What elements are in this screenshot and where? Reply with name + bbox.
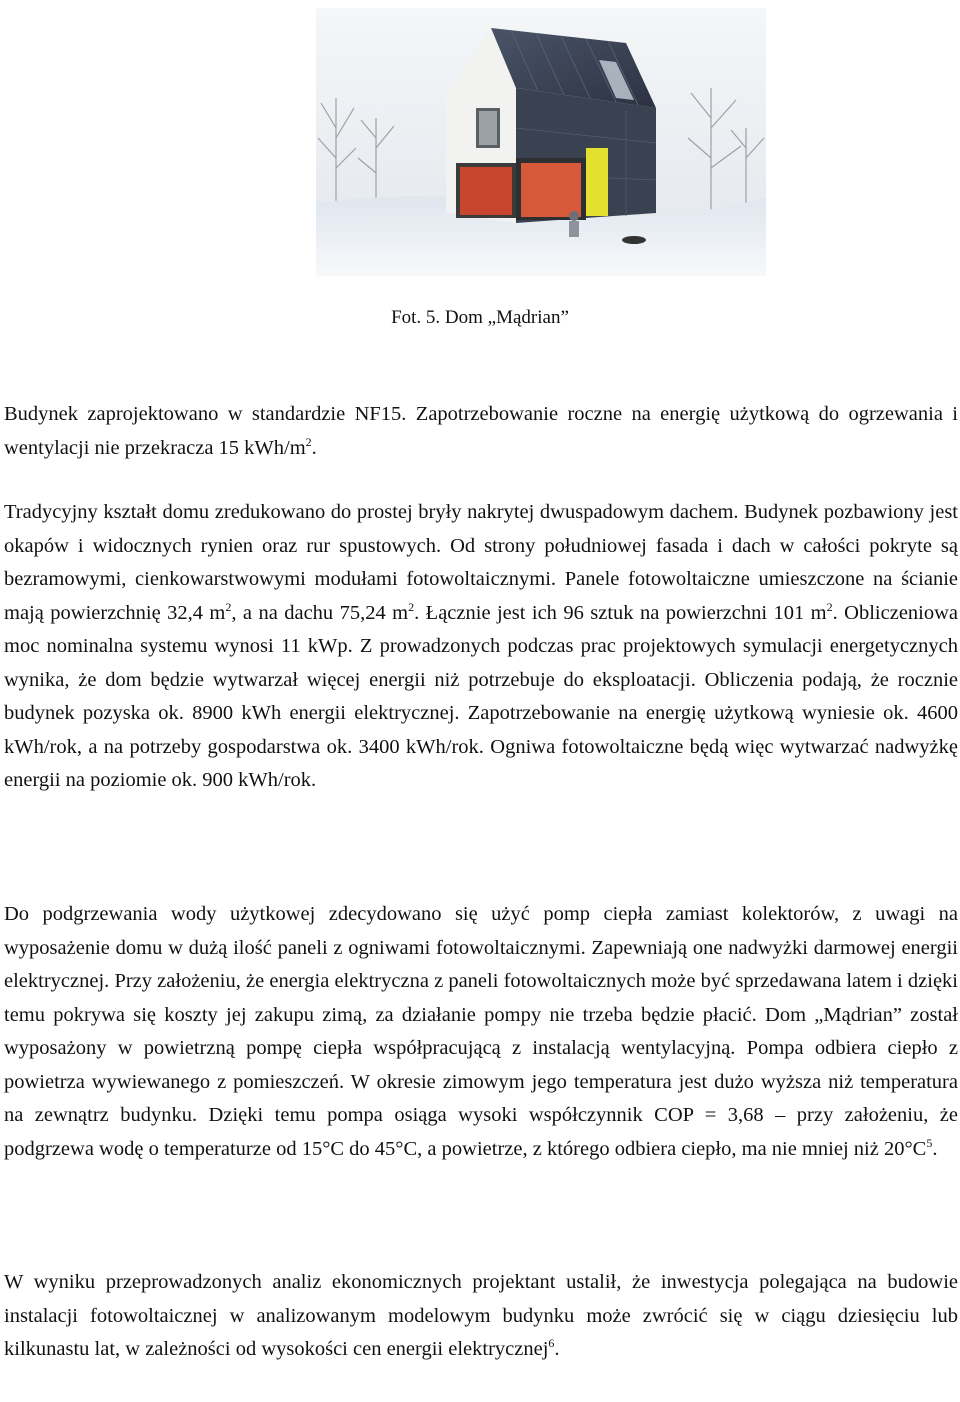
text-run: . [311,436,317,459]
paragraph-3 [4,898,958,1166]
text-run: . [932,1137,938,1160]
paragraph-2 [4,496,958,798]
text-run: W wyniku przeprowadzonych analiz ekonomicznych projektant ustalił, że inwestycja polegająca na budowie instalacji fotowoltaicznej w analizowanym modelowym budynku może zwrócić się w ciągu dziesięciu lub kilkunastu lat, w zależności od wysokości cen energii elektrycznej [4,1271,958,1360]
text-run: , a na dachu 75,24 m [231,601,409,624]
text-run: . Obliczeniowa moc nominalna systemu wynosi 11 kWp. Z prowadzonych podczas prac projektowych symulacji energetycznych wynika, że dom będzie wytwarzał więcej energii niż potrzebuje do eksploatacji. Obliczenia podają, że rocznie budynek pozyska ok. 8900 kWh energii elektrycznej. Zapotrzebowanie na energię użytkową wyniesie ok. 4600 kWh/rok, a na potrzeby gospodarstwa ok. 3400 kWh/rok. Ogniwa fotowoltaiczne będą więc wytwarzać nadwyżkę energii na poziomie ok. 900 kWh/rok. [4,601,959,791]
superscript: 2 [305,434,312,449]
text-run: . Łącznie jest ich 96 sztuk na powierzchni 101 m [414,601,827,624]
superscript: 2 [225,599,232,614]
text-run: Tradycyjny kształt domu zredukowano do prostej bryły nakrytej dwuspadowym dachem. Budynek pozbawiony jest okapów i widocznych rynien oraz rur spustowych. Od strony południowej fasada i dach w całości pokryte są bezramowymi, cienkowarstwowymi modułami fotowoltaicznymi. Panele fotowoltaiczne umieszczone na ścianie mają powierzchnię 32,4 m [4,501,958,624]
superscript: 2 [408,599,415,614]
figure-caption: Fot. 5. Dom „Mądrian” [391,307,569,328]
paragraph-1 [4,398,958,465]
superscript: 5 [926,1135,933,1150]
house-photo [316,8,766,276]
superscript: 2 [826,599,833,614]
superscript: 6 [548,1336,555,1351]
text-run: Do podgrzewania wody użytkowej zdecydowano się użyć pomp ciepła zamiast kolektorów, z uwagi na wyposażenie domu w dużą ilość paneli z ogniwami fotowoltaicznymi. Zapewniają one nadwyżki darmowej energii elektrycznej. Przy założeniu, że energia elektryczna z paneli fotowoltaicznych może być sprzedawana latem i dzięki temu pokrywa się koszty jej zakupu zimą, za działanie pompy nie trzeba będzie płacić. Dom „Mądrian” został wyposażony w powietrzną pompę ciepła współpracującą z instalacją wentylacyjną. Pompa odbiera ciepło z powietrza wywiewanego z pomieszczeń. W okresie zimowym jego temperatura jest dużo wyższa niż temperatura na zewnątrz budynku. Dzięki temu pompa osiąga wysoki współczynnik COP = 3,68 – przy założeniu, że podgrzewa wodę o temperaturze od 15°C do 45°C, a powietrze, z którego odbiera ciepło, ma nie mniej niż 20°C [4,903,958,1160]
text-run: Budynek zaprojektowano w standardzie NF15. Zapotrzebowanie roczne na energię użytkową do ogrzewania i wentylacji nie przekracza 15 kWh/m [4,403,958,459]
text-run: . [554,1338,560,1360]
paragraph-4 [4,1266,958,1367]
